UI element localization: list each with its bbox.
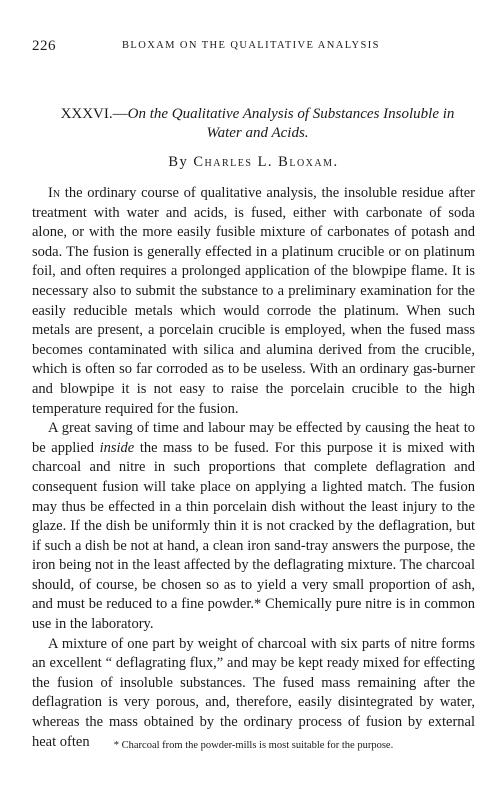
paragraph-2 — [32, 419, 475, 635]
paragraph-3 — [32, 635, 475, 753]
running-header — [32, 38, 475, 60]
page-number: 226 — [32, 38, 56, 54]
author-name: Charles L. Bloxam. — [193, 154, 339, 170]
journal-page — [32, 38, 475, 752]
paragraph-1-text: the ordinary course of qualitative analysis, the insoluble residue after treatment with water and acids, is fused, either with carbonate of soda alone, or with the more easily fusible mixture of carbonates of potash and soda. The fusion is generally effected in a platinum crucible or on platinum foil, and often requires a prolonged application of the blowpipe flame. It is necessary also to submit the substance to a preliminary examination for the easily reducible metals which would corrode the platinum. When such metals are present, a porcelain crucible is employed, when the fused mass becomes contaminated with silica and alumina derived from the crucible, which is often so far corroded as to be useless. With an ordinary gas-burner and blowpipe it is not easy to raise the porcelain crucible to the high temperature required for the fusion. — [32, 185, 475, 417]
paragraph-2-text-b: the mass to be fused. For this purpose it is mixed with charcoal and nitre in such proportions that complete deflagration and consequent fusion will take place on applying a lighted match. The fusion may thus be effected in a thin porcelain dish without the least injury to the glaze. If the dish be uniformly thin it is not cracked by the deflagration, but if such a dish be not at hand, a clean iron sand-tray answers the purpose, the iron being not in the least affected by the deflagrating mixture. The charcoal should, of course, be chosen so as to yield a very small proportion of ash, and must be reduced to a fine powder.* Chemically pure nitre is in common use in the laboratory. — [32, 439, 475, 633]
byline-prefix: By — [168, 154, 189, 170]
article-title-line-2: Water and Acids. — [206, 125, 309, 141]
article-title — [32, 105, 475, 143]
running-title: BLOXAM ON THE QUALITATIVE ANALYSIS — [122, 40, 380, 51]
byline — [32, 154, 475, 171]
paragraph-2-text-a: A great saving of time and labour may be effected by causing the heat to be applied — [32, 420, 475, 456]
article-title-line-1: On the Qualitative Analysis of Substances Insoluble in — [127, 106, 455, 122]
paragraph-3-text: A mixture of one part by weight of charcoal with six parts of nitre forms an excellent “ deflagrating flux,” and may be kept ready mixed for effecting the fusion of insoluble substances. The fused mass remaining after the deflagration is very porous, and, therefore, easily disintegrated by water, whereas the mass obtained by the ordinary process of fusion by external heat often — [32, 635, 475, 750]
paragraph-2-emphasis: inside — [99, 439, 135, 456]
paragraph-1-first-word: In — [48, 185, 61, 201]
paragraph-1 — [32, 184, 475, 419]
footnote: * Charcoal from the powder-mills is most suitable for the purpose. — [113, 740, 394, 751]
article-number: XXXVI.— — [60, 106, 128, 122]
article-body — [32, 184, 475, 752]
